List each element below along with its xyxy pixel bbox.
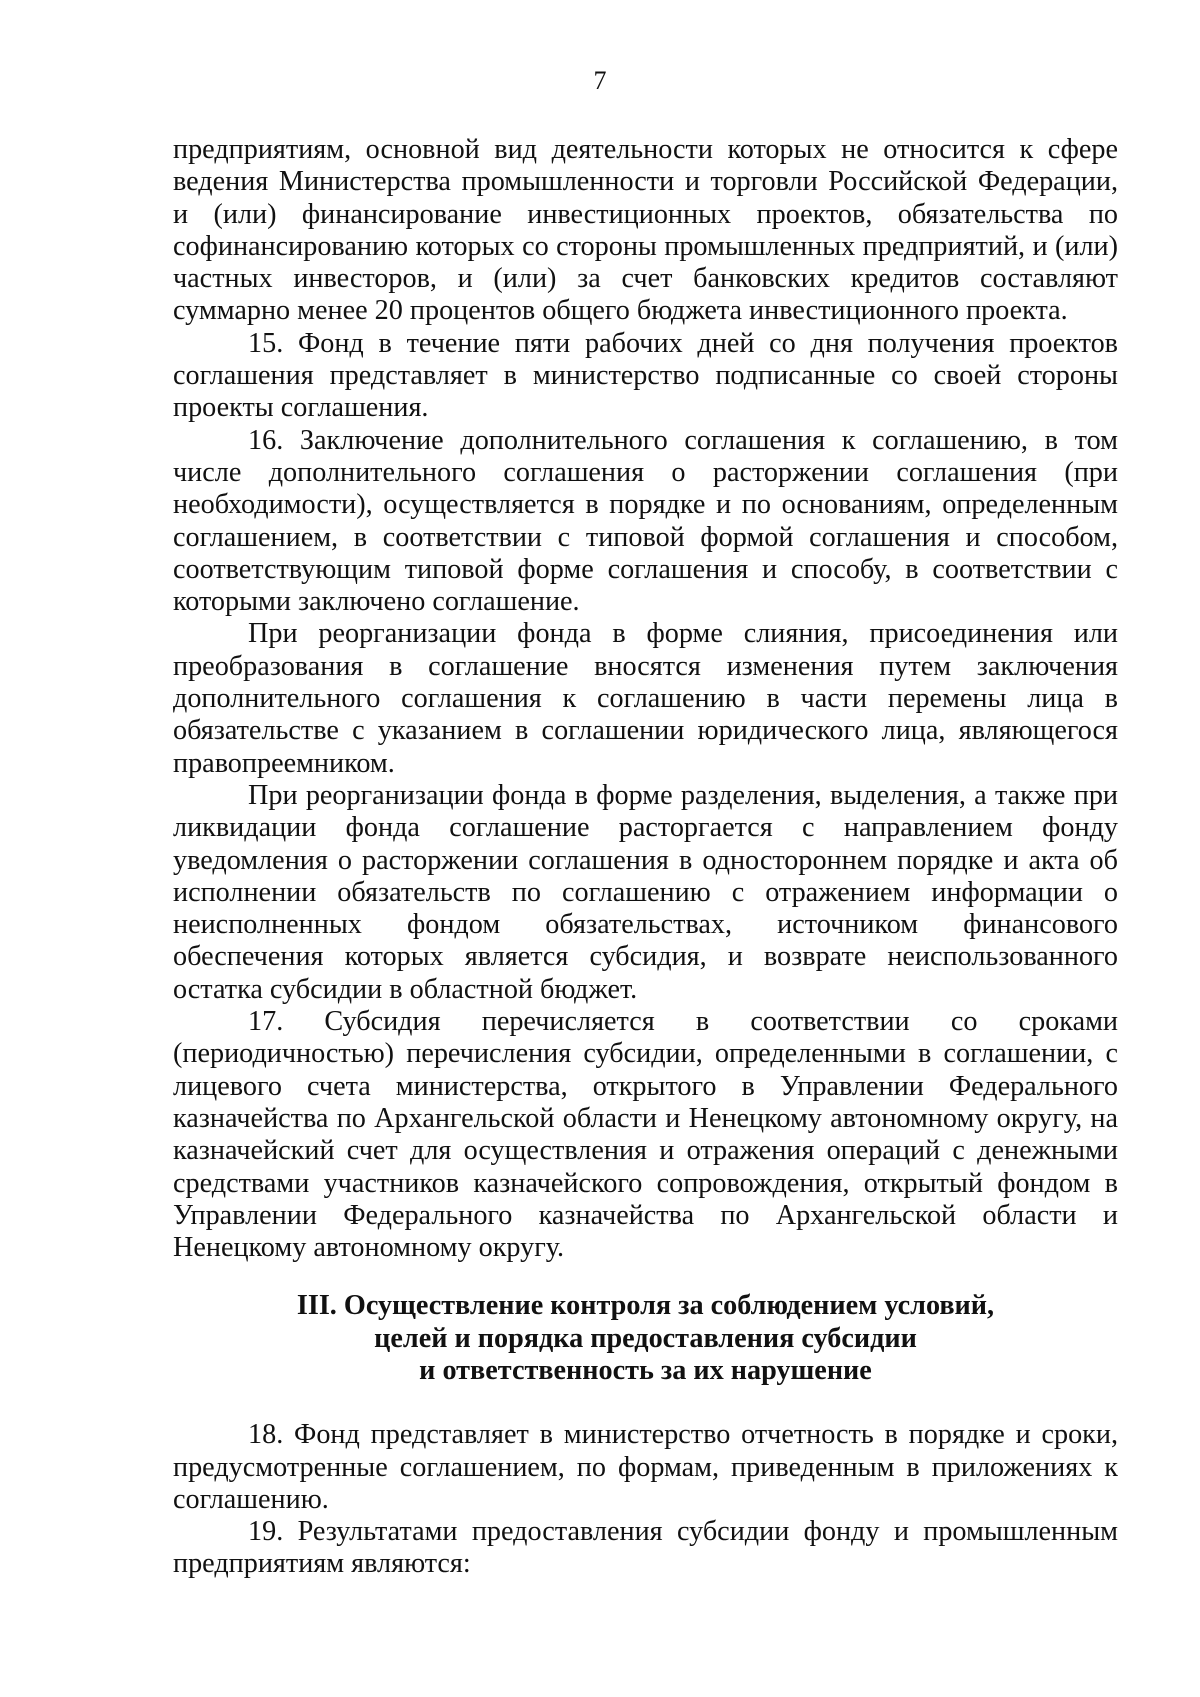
- paragraph-item-17: 17. Субсидия перечисляется в соответствии со сроками (периодичностью) перечисления субсидии, определенными в соглашении, с лицевого счета министерства, открытого в Управлении Федерального казначейства по Архангельской области и Ненецкому автономному округу, на казначейский счет для осуществления и отражения операций с денежными средствами участников казначейского сопровождения, открытый фондом в Управлении Федерального казначейства по Архангельской области и Ненецкому автономному округу.: [173, 1006, 1118, 1264]
- paragraph-reorganization-merger: При реорганизации фонда в форме слияния, присоединения или преобразования в соглашение вносятся изменения путем заключения дополнительного соглашения к соглашению в части перемены лица в обязательстве с указанием в соглашении юридического лица, являющегося правопреемником.: [173, 618, 1118, 779]
- paragraph-item-15: 15. Фонд в течение пяти рабочих дней со дня получения проектов соглашения представляет в министерство подписанные со своей стороны проекты соглашения.: [173, 327, 1118, 424]
- document-body: [173, 134, 1118, 1581]
- section-heading-line: и ответственность за их нарушение: [419, 1354, 872, 1386]
- page-number: 7: [593, 66, 607, 95]
- paragraph-item-19: 19. Результатами предоставления субсидии фонду и промышленным предприятиям являются:: [173, 1516, 1118, 1580]
- section-heading-line: целей и порядка предоставления субсидии: [374, 1322, 917, 1354]
- paragraph-continuation: предприятиям, основной вид деятельности которых не относится к сфере ведения Министерства промышленности и торговли Российской Федерации, и (или) финансирование инвестиционных проектов, обязательства по софинансированию которых со стороны промышленных предприятий, и (или) частных инвесторов, и (или) за счет банковских кредитов составляют суммарно менее 20 процентов общего бюджета инвестиционного проекта.: [173, 134, 1118, 327]
- paragraph-item-18: 18. Фонд представляет в министерство отчетность в порядке и сроки, предусмотренные соглашением, по формам, приведенным в приложениях к соглашению.: [173, 1419, 1118, 1515]
- paragraph-reorganization-division: При реорганизации фонда в форме разделения, выделения, а также при ликвидации фонда соглашение расторгается с направлением фонду уведомления о расторжении соглашения в одностороннем порядке и акта об исполнении обязательств по соглашению с отражением информации о неисполненных фондом обязательствах, источником финансового обеспечения которых является субсидия, и возврате неиспользованного остатка субсидии в областной бюджет.: [173, 779, 1118, 1005]
- section-heading: [173, 1290, 1118, 1387]
- section-heading-line: III. Осуществление контроля за соблюдением условий,: [296, 1290, 995, 1322]
- paragraph-item-16: 16. Заключение дополнительного соглашения к соглашению, в том числе дополнительного соглашения о расторжении соглашения (при необходимости), осуществляется в порядке и по основаниям, определенным соглашением, в соответствии с типовой формой соглашения и способом, соответствующим типовой форме соглашения и способу, в соответствии с которыми заключено соглашение.: [173, 424, 1118, 618]
